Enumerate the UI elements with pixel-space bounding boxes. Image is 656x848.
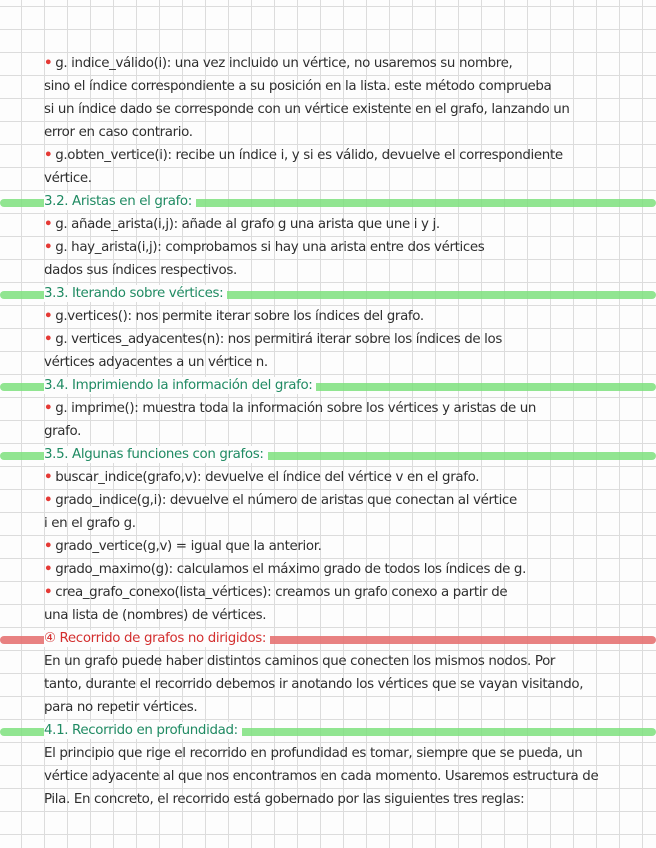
bullet-dot: • bbox=[44, 332, 53, 347]
line-text: dados sus índices respectivos. bbox=[44, 263, 237, 278]
line-text: g. hay_arista(i,j): comprobamos si hay una arista entre dos vértices bbox=[55, 240, 485, 255]
line-text: El principio que rige el recorrido en profundidad es tomar, siempre que se pueda, un bbox=[44, 746, 583, 761]
bullet-dot: • bbox=[44, 493, 53, 508]
line-text: En un grafo puede haber distintos caminos que conecten los mismos nodos. Por bbox=[44, 654, 556, 669]
section-heading-text: 3.5. Algunas funciones con grafos: bbox=[44, 443, 268, 466]
text-line bbox=[44, 98, 652, 121]
text-line bbox=[44, 650, 652, 673]
text-line bbox=[44, 742, 652, 765]
bullet-line bbox=[44, 581, 652, 604]
text-line bbox=[44, 259, 652, 282]
bullet-line bbox=[44, 52, 652, 75]
text-line bbox=[44, 121, 652, 144]
line-text: grado_maximo(g): calculamos el máximo grado de todos los índices de g. bbox=[55, 562, 526, 577]
text-line bbox=[44, 788, 652, 811]
text-line bbox=[44, 167, 652, 190]
bullet-dot: • bbox=[44, 217, 53, 232]
section-heading bbox=[0, 282, 656, 305]
bullet-dot: • bbox=[44, 148, 53, 163]
line-text: sino el índice correspondiente a su posición en la lista. este método comprueba bbox=[44, 79, 552, 94]
bullet-dot: • bbox=[44, 401, 53, 416]
bullet-line bbox=[44, 558, 652, 581]
line-text: si un índice dado se corresponde con un vértice existente en el grafo, lanzando un bbox=[44, 102, 570, 117]
bullet-line bbox=[44, 213, 652, 236]
line-text: g. indice_válido(i): una vez incluido un vértice, no usaremos su nombre, bbox=[55, 56, 513, 71]
bullet-line bbox=[44, 236, 652, 259]
bullet-line bbox=[44, 305, 652, 328]
bullet-line bbox=[44, 328, 652, 351]
bullet-line bbox=[44, 144, 652, 167]
section-heading-text: 3.4. Imprimiendo la información del grafo: bbox=[44, 374, 316, 397]
line-text: tanto, durante el recorrido debemos ir anotando los vértices que se vayan visitando, bbox=[44, 677, 584, 692]
line-text: i en el grafo g. bbox=[44, 516, 136, 531]
line-text: para no repetir vértices. bbox=[44, 700, 198, 715]
text-line bbox=[44, 696, 652, 719]
line-text: vértice adyacente al que nos encontramos en cada momento. Usaremos estructura de bbox=[44, 769, 599, 784]
line-text: g.vertices(): nos permite iterar sobre los índices del grafo. bbox=[55, 309, 424, 324]
section-heading-text: 4.1. Recorrido en profundidad: bbox=[44, 719, 242, 742]
bullet-line bbox=[44, 535, 652, 558]
line-text: grafo. bbox=[44, 424, 82, 439]
section-heading bbox=[0, 443, 656, 466]
line-text: g. vertices_adyacentes(n): nos permitirá iterar sobre los índices de los bbox=[55, 332, 503, 347]
text-line bbox=[44, 75, 652, 98]
line-text: una lista de (nombres) de vértices. bbox=[44, 608, 267, 623]
text-line bbox=[44, 351, 652, 374]
line-text: vértice. bbox=[44, 171, 92, 186]
bullet-line bbox=[44, 466, 652, 489]
bullet-dot: • bbox=[44, 240, 53, 255]
line-text: crea_grafo_conexo(lista_vértices): creamos un grafo conexo a partir de bbox=[55, 585, 508, 600]
section-heading-text: 3.3. Iterando sobre vértices: bbox=[44, 282, 227, 305]
bullet-dot: • bbox=[44, 470, 53, 485]
line-text: g.obten_vertice(i): recibe un índice i, y si es válido, devuelve el correspondiente bbox=[55, 148, 563, 163]
section-heading bbox=[0, 190, 656, 213]
text-line bbox=[44, 420, 652, 443]
text-line bbox=[44, 673, 652, 696]
bullet-dot: • bbox=[44, 585, 53, 600]
line-text: grado_indice(g,i): devuelve el número de aristas que conectan al vértice bbox=[55, 493, 517, 508]
line-text: g. añade_arista(i,j): añade al grafo g una arista que une i y j. bbox=[55, 217, 440, 232]
section-heading-text: ④ Recorrido de grafos no dirigidos: bbox=[44, 627, 270, 650]
bullet-dot: • bbox=[44, 309, 53, 324]
bullet-dot: • bbox=[44, 562, 53, 577]
line-text: Pila. En concreto, el recorrido está gobernado por las siguientes tres reglas: bbox=[44, 792, 525, 807]
line-text: vértices adyacentes a un vértice n. bbox=[44, 355, 268, 370]
section-heading bbox=[0, 627, 656, 650]
bullet-dot: • bbox=[44, 56, 53, 71]
line-text: buscar_indice(grafo,v): devuelve el índice del vértice v en el grafo. bbox=[55, 470, 480, 485]
line-text: grado_vertice(g,v) = igual que la anterior. bbox=[55, 539, 322, 554]
bullet-line bbox=[44, 397, 652, 420]
section-heading bbox=[0, 719, 656, 742]
line-text: error en caso contrario. bbox=[44, 125, 193, 140]
bullet-dot: • bbox=[44, 539, 53, 554]
section-heading-text: 3.2. Aristas en el grafo: bbox=[44, 190, 196, 213]
text-line bbox=[44, 765, 652, 788]
text-line bbox=[44, 512, 652, 535]
section-heading bbox=[0, 374, 656, 397]
text-line bbox=[44, 604, 652, 627]
line-text: g. imprime(): muestra toda la información sobre los vértices y aristas de un bbox=[55, 401, 537, 416]
bullet-line bbox=[44, 489, 652, 512]
